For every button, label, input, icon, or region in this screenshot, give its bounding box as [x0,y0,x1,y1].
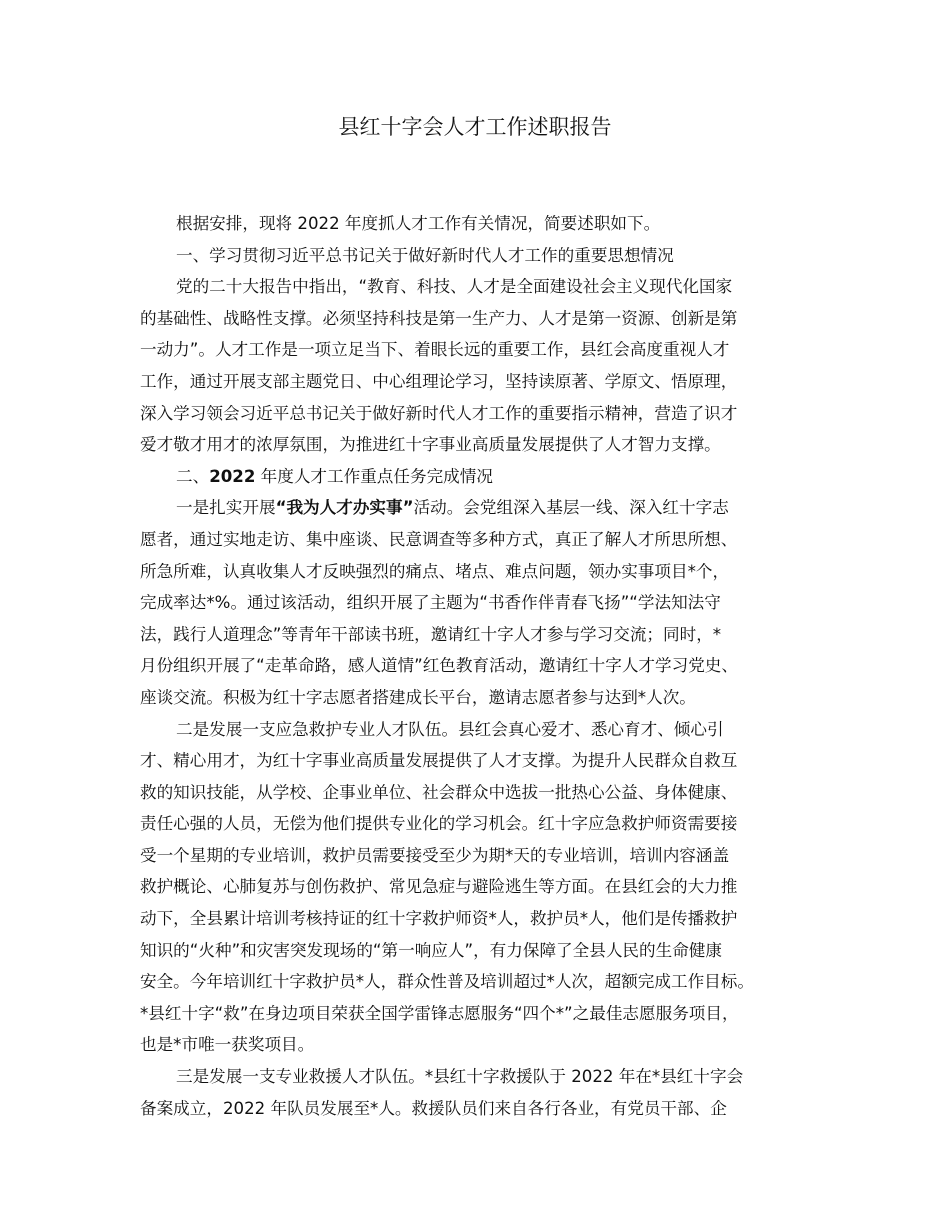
paragraph-line: 爱才敬才用才的浓厚氛围，为推进红十字事业高质量发展提供了人才智力支撑。 [140,435,721,455]
paragraph-intro: 根据安排，现将 2022 年度抓人才工作有关情况，简要述职如下。 [176,214,661,233]
heading-suffix: 年度人才工作重点任务完成情况 [255,466,493,486]
section-heading-2 [140,461,820,493]
paragraph-line: 一动力”。人才工作是一项立足当下、着眼长远的重要工作，县红会高度重视人才 [140,340,730,360]
bold-quote: “我为人才办实事” [275,498,414,518]
section-heading-1: 一、学习贯彻习近平总书记关于做好新时代人才工作的重要思想情况 [176,245,674,265]
paragraph-line: 责任心强的人员，无偿为他们提供专业化的学习机会。红十字应急救护师资需要接 [140,814,738,834]
paragraph-line: 安全。今年培训红十字救护员*人，群众性普及培训超过*人次，超额完成工作目标。 [140,972,754,992]
paragraph-line: 也是*市唯一获奖项目。 [140,1035,315,1055]
paragraph-line: 备案成立，2022 年队员发展至*人。救援队员们来自各行各业，有党员干部、企 [140,1098,727,1118]
paragraph-line: 救的知识技能，从学校、企事业单位、社会群众中选拔一批热心公益、身体健康、 [140,782,738,802]
paragraph-line: 深入学习领会习近平总书记关于做好新时代人才工作的重要指示精神，营造了识才 [140,403,738,423]
paragraph-line: 动下，全县累计培训考核持证的红十字救护师资*人，救护员*人，他们是传播救护 [140,909,738,929]
paragraph-line: 月份组织开展了“走革命路，感人道情”红色教育活动，邀请红十字人才学习党史、 [140,656,738,676]
paragraph-line: 受一个星期的专业培训，救护员需要接受至少为期*天的专业培训，培训内容涵盖 [140,845,730,865]
paragraph-line: 的基础性、战略性支撑。必须坚持科技是第一生产力、人才是第一资源、创新是第 [140,308,738,328]
paragraph-line: 所急所难，认真收集人才反映强烈的痛点、堵点、难点问题，领办实事项目*个， [140,561,730,581]
text-run: 一是扎实开展 [176,498,276,518]
paragraph-line: 完成率达*%。通过该活动，组织开展了主题为“书香作伴青春飞扬”“学法知法守 [140,593,721,613]
paragraph-line: 党的二十大报告中指出，“教育、科技、人才是全面建设社会主义现代化国家 [176,277,733,297]
heading-year: 2022 [209,466,256,486]
paragraph-line: 工作，通过开展支部主题党日、中心组理论学习，坚持读原著、学原文、悟原理， [140,371,738,391]
text-run: 活动。会党组深入基层一线、深入红十字志 [413,498,729,518]
paragraph-line: 三是发展一支专业救援人才队伍。*县红十字救援队于 2022 年在*县红十字会 [176,1067,744,1087]
paragraph-line: 知识的“火种”和灾害突发现场的“第一响应人”，有力保障了全县人民的生命健康 [140,940,722,960]
paragraph-line: 二是发展一支应急救护专业人才队伍。县红会真心爱才、悉心育才、倾心引 [176,719,724,739]
paragraph-line: 座谈交流。积极为红十字志愿者搭建成长平台，邀请志愿者参与达到*人次。 [140,687,696,707]
paragraph-line: 法，践行人道理念”等青年干部读书班，邀请红十字人才参与学习交流；同时，* [140,624,722,644]
paragraph-line: 愿者，通过实地走访、集中座谈、民意调查等多种方式，真正了解人才所思所想、 [140,529,738,549]
paragraph-line: *县红十字“救”在身边项目荣获全国学雷锋志愿服务“四个*”之最佳志愿服务项目， [140,1003,739,1023]
document-title: 县红十字会人才工作述职报告 [338,115,612,139]
paragraph-line: 救护概论、心肺复苏与创伤救护、常见急症与避险逃生等方面。在县红会的大力推 [140,877,738,897]
paragraph-line [140,492,820,524]
heading-prefix: 二、 [176,466,210,486]
document-body [140,208,820,1124]
paragraph-line: 才、精心用才，为红十字事业高质量发展提供了人才支撑。为提升人民群众自救互 [140,751,738,771]
